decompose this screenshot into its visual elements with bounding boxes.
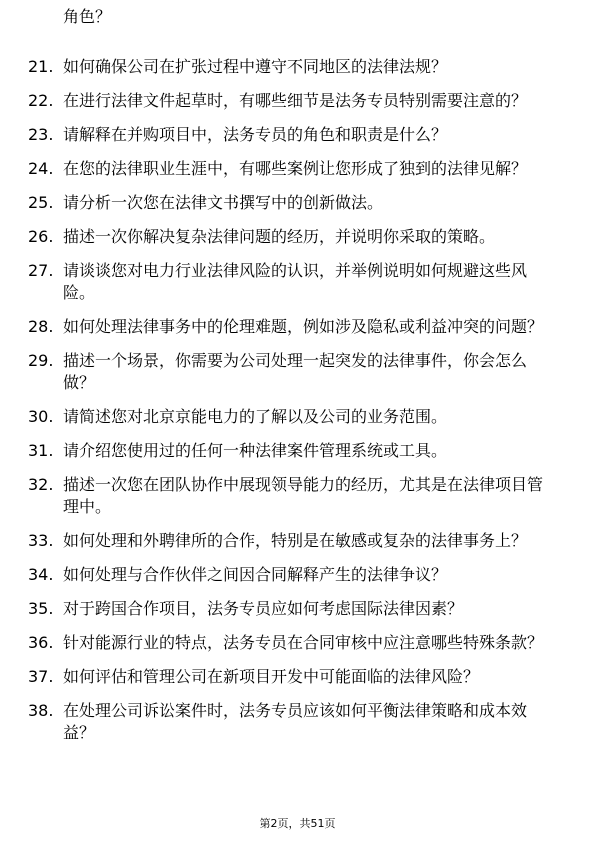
question-text: 在处理公司诉讼案件时，法务专员应该如何平衡法律策略和成本效益？	[63, 701, 528, 742]
question-number: 32.	[28, 475, 54, 494]
question-item-27	[0, 260, 595, 304]
question-text: 在您的法律职业生涯中，有哪些案例让您形成了独到的法律见解？	[63, 159, 528, 178]
question-text: 如何处理法律事务中的伦理难题，例如涉及隐私或利益冲突的问题？	[63, 317, 544, 336]
question-text: 对于跨国合作项目，法务专员应如何考虑国际法律因素？	[63, 599, 464, 618]
question-number: 22.	[28, 91, 54, 110]
question-text: 如何处理与合作伙伴之间因合同解释产生的法律争议？	[63, 565, 448, 584]
question-text: 针对能源行业的特点，法务专员在合同审核中应注意哪些特殊条款？	[63, 633, 544, 652]
question-text: 描述一次您在团队协作中展现领导能力的经历，尤其是在法律项目管理中。	[63, 475, 544, 516]
question-item-21	[0, 56, 595, 78]
question-text: 请简述您对北京京能电力的了解以及公司的业务范围。	[63, 407, 448, 426]
question-number: 28.	[28, 317, 54, 336]
question-number: 27.	[28, 261, 54, 280]
question-item-33	[0, 530, 595, 552]
question-item-37	[0, 666, 595, 688]
question-list	[0, 56, 595, 756]
question-item-29	[0, 350, 595, 394]
question-number: 35.	[28, 599, 54, 618]
continued-question-text: 角色？	[63, 7, 112, 26]
question-item-26	[0, 226, 595, 248]
question-number: 25.	[28, 193, 54, 212]
question-item-28	[0, 316, 595, 338]
question-item-22	[0, 90, 595, 112]
question-number: 38.	[28, 701, 54, 720]
question-number: 31.	[28, 441, 54, 460]
question-item-31	[0, 440, 595, 462]
question-item-35	[0, 598, 595, 620]
question-number: 37.	[28, 667, 54, 686]
question-item-30	[0, 406, 595, 428]
question-text: 如何确保公司在扩张过程中遵守不同地区的法律法规？	[63, 57, 448, 76]
question-number: 30.	[28, 407, 54, 426]
question-item-38	[0, 700, 595, 744]
question-text: 在进行法律文件起草时，有哪些细节是法务专员特别需要注意的？	[63, 91, 528, 110]
question-number: 21.	[28, 57, 54, 76]
question-number: 24.	[28, 159, 54, 178]
question-number: 26.	[28, 227, 54, 246]
question-number: 34.	[28, 565, 54, 584]
question-text: 请谈谈您对电力行业法律风险的认识，并举例说明如何规避这些风险。	[63, 261, 528, 302]
question-text: 请分析一次您在法律文书撰写中的创新做法。	[63, 193, 384, 212]
page-footer: 第2页，共51页	[259, 817, 336, 830]
question-text: 请介绍您使用过的任何一种法律案件管理系统或工具。	[63, 441, 448, 460]
question-text: 如何处理和外聘律所的合作，特别是在敏感或复杂的法律事务上？	[63, 531, 528, 550]
question-text: 描述一个场景，你需要为公司处理一起突发的法律事件，你会怎么做？	[63, 351, 528, 392]
question-number: 33.	[28, 531, 54, 550]
question-text: 描述一次你解决复杂法律问题的经历，并说明你采取的策略。	[63, 227, 496, 246]
question-number: 29.	[28, 351, 54, 370]
question-number: 23.	[28, 125, 54, 144]
question-text: 如何评估和管理公司在新项目开发中可能面临的法律风险？	[63, 667, 480, 686]
question-item-24	[0, 158, 595, 180]
question-item-25	[0, 192, 595, 214]
question-item-23	[0, 124, 595, 146]
question-text: 请解释在并购项目中，法务专员的角色和职责是什么？	[63, 125, 448, 144]
question-item-36	[0, 632, 595, 654]
question-number: 36.	[28, 633, 54, 652]
question-item-32	[0, 474, 595, 518]
question-item-34	[0, 564, 595, 586]
